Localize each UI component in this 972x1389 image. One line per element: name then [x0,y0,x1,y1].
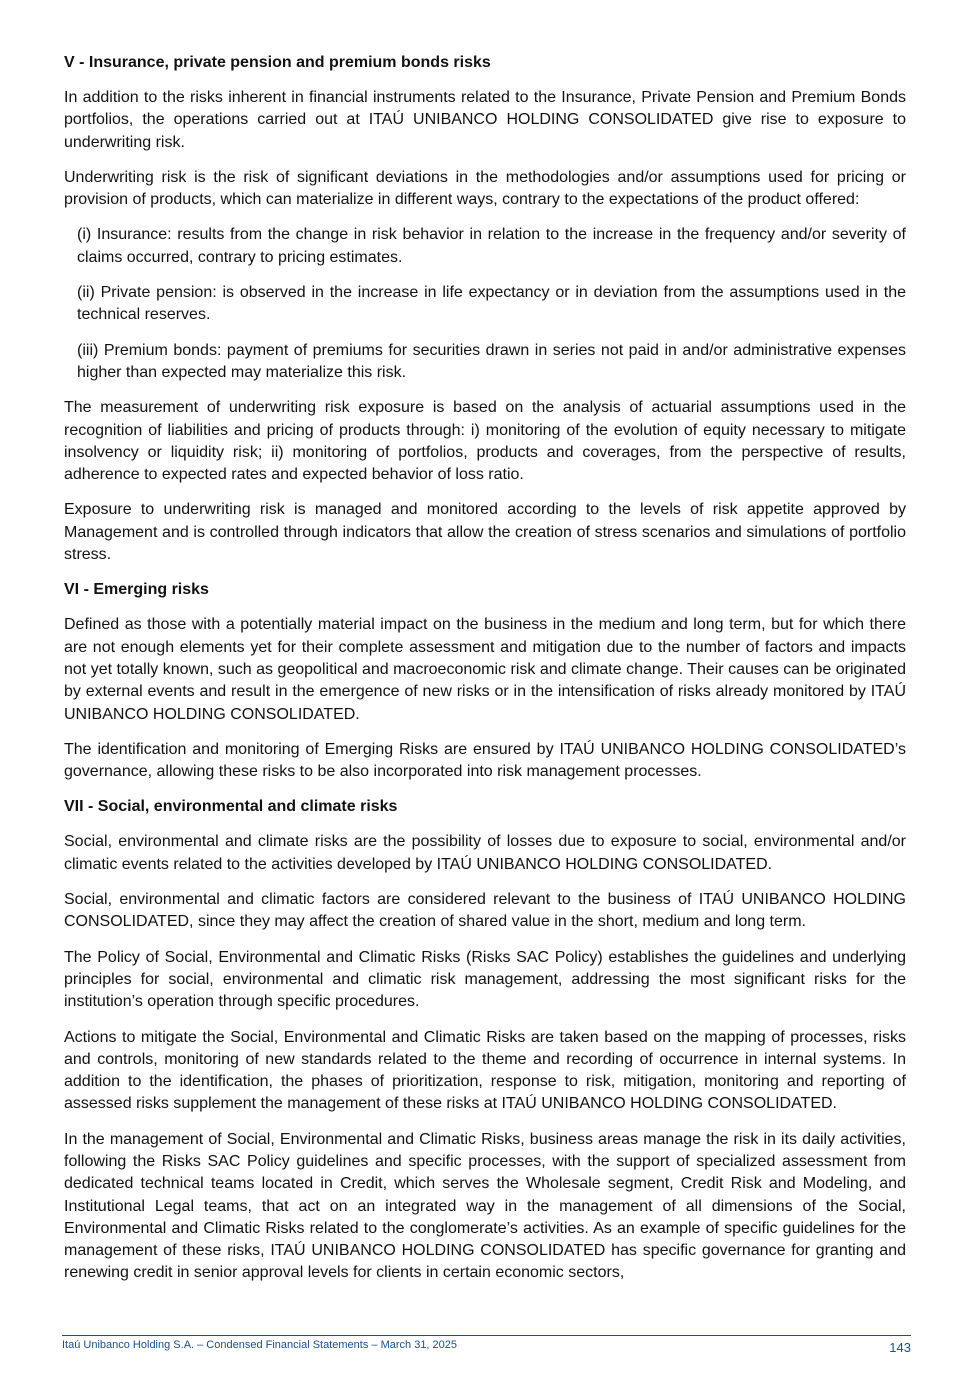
section-heading: VII - Social, environmental and climate risks [64,798,398,816]
body-paragraph: Social, environmental and climatic factors are considered relevant to the business of ITAÚ UNIBANCO HOLDING CONSOLIDATED, since they may affect the creation of shared value in the short, medium and long term. [64,891,906,931]
section-heading: V - Insurance, private pension and premium bonds risks [64,54,491,71]
body-paragraph: Actions to mitigate the Social, Environmental and Climatic Risks are taken based on the mapping of processes, risks and controls, monitoring of new standards related to the theme and recording of occurrence in internal systems. In addition to the identification, the phases of prioritization, response to risk, mitigation, monitoring and reporting of assessed risks supplement the management of these risks at ITAÚ UNIBANCO HOLDING CONSOLIDATED. [64,1028,906,1113]
page-number: 143 [889,1340,911,1355]
body-paragraph: Exposure to underwriting risk is managed and monitored according to the levels of risk appetite approved by Management and is controlled through indicators that allow the creation of stress scenarios and simulations of portfolio stress. [64,501,906,564]
body-paragraph: The Policy of Social, Environmental and Climatic Risks (Risks SAC Policy) establishes the guidelines and underlying principles for social, environmental and climatic risk management, addressing the most significant risks for the institution’s operation through specific procedures. [64,948,906,1011]
body-paragraph: In addition to the risks inherent in financial instruments related to the Insurance, Private Pension and Premium Bonds portfolios, the operations carried out at ITAÚ UNIBANCO HOLDING CONSOLIDATED give rise to exposure to underwriting risk. [64,89,906,151]
footer-document-title: Itaú Unibanco Holding S.A. – Condensed Financial Statements – March 31, 2025 [62,1339,458,1351]
document-body [64,52,906,1298]
body-paragraph: The identification and monitoring of Emerging Risks are ensured by ITAÚ UNIBANCO HOLDING CONSOLIDATED’s governance, allowing these risks to be also incorporated into risk management processes. [64,740,906,781]
body-paragraph: Social, environmental and climate risks are the possibility of losses due to exposure to social, environmental and/or climatic events related to the activities developed by ITAÚ UNIBANCO HOLDING CONSOLIDATED. [64,833,906,873]
list-item-paragraph: (iii) Premium bonds: payment of premiums for securities drawn in series not paid in and/or administrative expenses higher than expected may materialize this risk. [77,341,906,381]
list-item-paragraph: (i) Insurance: results from the change in risk behavior in relation to the increase in the frequency and/or severity of claims occurred, contrary to pricing estimates. [77,226,906,266]
page-footer [62,1335,911,1355]
body-paragraph: In the management of Social, Environmental and Climatic Risks, business areas manage the risk in its daily activities, following the Risks SAC Policy guidelines and specific processes, with the support of specialized assessment from dedicated technical teams located in Credit, which serves the Wholesale segment, Credit Risk and Modeling, and Institutional Legal teams, that act on an integrated way in the management of all dimensions of the Social, Environmental and Climatic Risks related to the conglomerate’s activities. As an example of specific guidelines for the management of these risks, ITAÚ UNIBANCO HOLDING CONSOLIDATED has specific governance for granting and renewing credit in senior approval levels for clients in certain economic sectors, [64,1130,906,1282]
body-paragraph: Defined as those with a potentially material impact on the business in the medium and long term, but for which there are not enough elements yet for their complete assessment and mitigation due to the number of factors and impacts not yet totally known, such as geopolitical and macroeconomic risk and climate change. Their causes can be originated by external events and result in the emergence of new risks or in the intensification of risks already monitored by ITAÚ UNIBANCO HOLDING CONSOLIDATED. [64,616,906,723]
body-paragraph: The measurement of underwriting risk exposure is based on the analysis of actuarial assumptions used in the recognition of liabilities and pricing of products through: i) monitoring of the evolution of equity necessary to mitigate insolvency or liquidity risk; ii) monitoring of portfolios, products and coverages, from the perspective of results, adherence to expected rates and expected behavior of loss ratio. [64,399,906,484]
body-paragraph: Underwriting risk is the risk of significant deviations in the methodologies and/or assumptions used for pricing or provision of products, which can materialize in different ways, contrary to the expectations of the product offered: [64,168,906,209]
list-item-paragraph: (ii) Private pension: is observed in the increase in life expectancy or in deviation from the assumptions used in the technical reserves. [77,284,906,324]
section-heading: VI - Emerging risks [64,581,209,599]
